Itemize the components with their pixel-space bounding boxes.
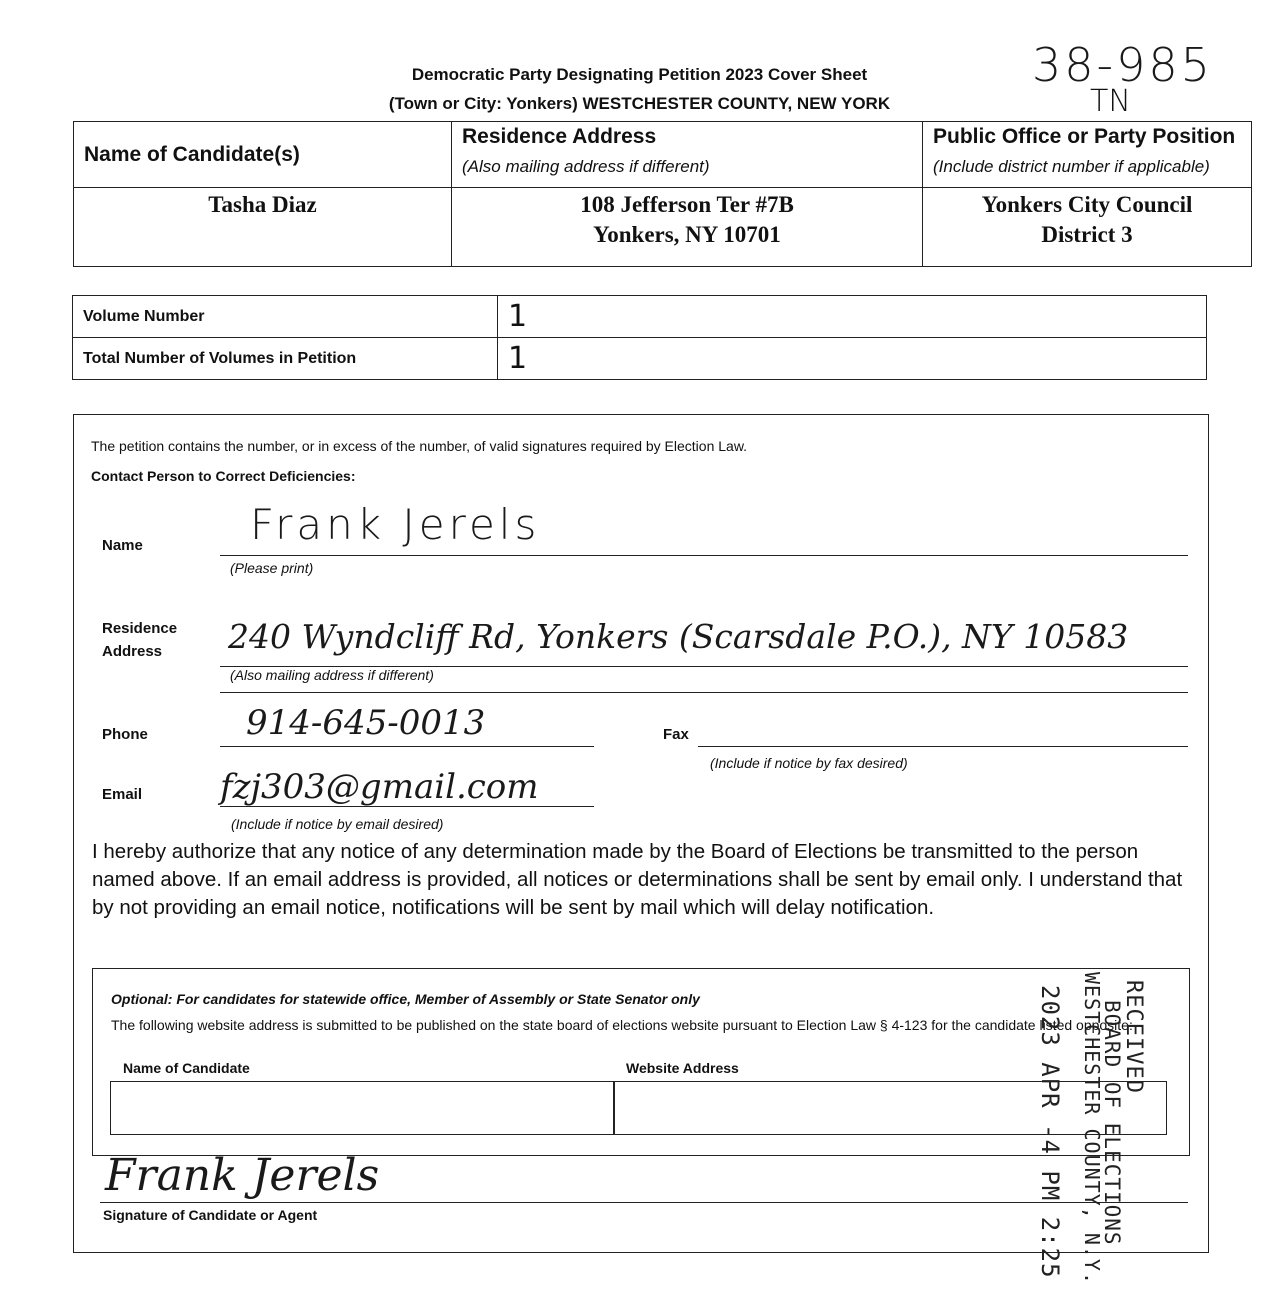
handwritten-number: 38-985 — [1032, 38, 1213, 92]
candidate-name-header-cell — [74, 122, 452, 188]
received-stamp-date: 2023 APR -4 PM 2:25 — [1036, 985, 1064, 1279]
name-label: Name — [102, 537, 143, 554]
handwritten-initials: TN — [1090, 84, 1131, 119]
volume-table — [72, 295, 1207, 380]
optional-text: The following website address is submitted to be published on the state board of elections website pursuant to Election Law § 4-123 for the candidate listed opposite: — [111, 1017, 1133, 1033]
candidate-name-header: Name of Candidate(s) — [84, 142, 300, 166]
name-hint: (Please print) — [230, 560, 314, 576]
office-header: Public Office or Party Position — [933, 125, 1236, 148]
candidate-name-cell — [74, 188, 452, 267]
residence-header-cell — [452, 122, 923, 188]
form-title: Democratic Party Designating Petition 2023 Cover Sheet — [411, 65, 868, 84]
authorization-text: I hereby authorize that any notice of any determination made by the Board of Elections be transmitted to the person named above. If an email address is provided, all notices or determinations shall be sent by email only. I understand that by not providing an email notice, notifications will be sent by mail which will delay notification. — [92, 840, 1183, 919]
contact-heading: Contact Person to Correct Deficiencies: — [91, 468, 356, 484]
office-line-2: District 3 — [1041, 222, 1133, 247]
address-line-1: 108 Jefferson Ter #7B — [580, 192, 794, 217]
contact-address-value[interactable]: 240 Wyndcliff Rd, Yonkers (Scarsdale P.O.), NY 10583 — [228, 617, 1129, 656]
received-stamp-line-3: WESTCHESTER COUNTY, N.Y. — [1080, 972, 1104, 1285]
website-name-header: Name of Candidate — [123, 1060, 250, 1076]
optional-heading: Optional: For candidates for statewide office, Member of Assembly or State Senator only — [111, 991, 700, 1007]
total-volumes-value[interactable]: 1 — [498, 338, 1207, 380]
address-line-extra — [220, 692, 1188, 693]
signature-value[interactable]: Frank Jerels — [105, 1150, 380, 1201]
office-cell — [923, 188, 1252, 267]
address-label-1: Residence — [102, 620, 178, 637]
address-hint: (Also mailing address if different) — [230, 667, 434, 683]
residence-subheader: (Also mailing address if different) — [462, 157, 710, 176]
fax-hint: (Include if notice by fax desired) — [710, 755, 908, 771]
received-stamp-line-2: BOARD OF ELECTIONS — [1100, 1000, 1124, 1246]
candidate-table — [73, 121, 1252, 267]
signatures-statement: The petition contains the number, or in excess of the number, of valid signatures required by Election Law. — [91, 438, 748, 454]
volume-label: Volume Number — [73, 296, 498, 338]
signature-label: Signature of Candidate or Agent — [103, 1207, 318, 1223]
signature-line — [100, 1202, 1188, 1203]
phone-label: Phone — [102, 726, 148, 743]
residence-cell — [452, 188, 923, 267]
website-address-header: Website Address — [626, 1060, 739, 1076]
contact-name-value[interactable]: Frank Jerels — [250, 500, 541, 549]
fax-line — [698, 746, 1188, 747]
fax-label: Fax — [663, 726, 689, 743]
office-subheader: (Include district number if applicable) — [933, 157, 1210, 176]
phone-line — [220, 746, 594, 747]
form-subtitle: (Town or City: Yonkers) WESTCHESTER COUNTY, NEW YORK — [388, 94, 891, 113]
address-label-2: Address — [102, 643, 163, 660]
received-stamp-line-1: RECEIVED — [1121, 980, 1146, 1094]
name-line — [220, 555, 1188, 556]
address-line-2: Yonkers, NY 10701 — [593, 222, 781, 247]
email-label: Email — [102, 786, 143, 803]
email-hint: (Include if notice by email desired) — [231, 816, 444, 832]
office-line-1: Yonkers City Council — [981, 192, 1193, 217]
office-header-cell — [923, 122, 1252, 188]
total-volumes-label: Total Number of Volumes in Petition — [73, 338, 498, 380]
volume-value[interactable]: 1 — [498, 296, 1207, 338]
email-line — [220, 806, 594, 807]
contact-email-value[interactable]: fzj303@gmail.com — [220, 767, 539, 807]
residence-header: Residence Address — [462, 125, 657, 148]
website-candidate-field[interactable] — [110, 1081, 615, 1135]
contact-phone-value[interactable]: 914-645-0013 — [246, 703, 486, 743]
candidate-name: Tasha Diaz — [208, 192, 317, 217]
